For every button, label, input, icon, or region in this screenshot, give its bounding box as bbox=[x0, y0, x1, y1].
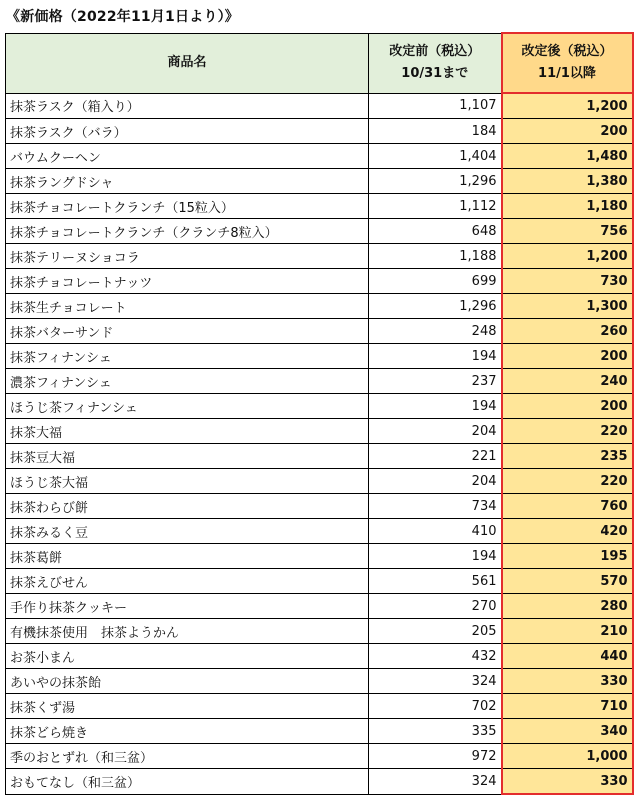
old-price-cell: 699 bbox=[369, 269, 502, 294]
new-price-cell: 1,200 bbox=[502, 244, 633, 269]
header-new-price bbox=[502, 33, 633, 93]
table-header-row bbox=[6, 33, 633, 93]
header-old-price bbox=[369, 33, 502, 93]
product-name-cell: おもてなし（和三盆） bbox=[6, 769, 369, 795]
new-price-cell: 730 bbox=[502, 269, 633, 294]
table-row bbox=[6, 419, 633, 444]
old-price-cell: 194 bbox=[369, 394, 502, 419]
table-row bbox=[6, 119, 633, 144]
new-price-cell: 210 bbox=[502, 619, 633, 644]
table-row bbox=[6, 394, 633, 419]
new-price-cell: 200 bbox=[502, 344, 633, 369]
old-price-cell: 237 bbox=[369, 369, 502, 394]
new-price-cell: 1,480 bbox=[502, 144, 633, 169]
header-new-price-period: 11/1以降 bbox=[538, 66, 596, 81]
product-name-cell: 抹茶チョコレートクランチ（15粒入） bbox=[6, 194, 369, 219]
product-name-cell: 季のおとずれ（和三盆） bbox=[6, 744, 369, 769]
product-name-cell: 抹茶大福 bbox=[6, 419, 369, 444]
product-name-cell: 抹茶生チョコレート bbox=[6, 294, 369, 319]
new-price-cell: 330 bbox=[502, 769, 633, 795]
product-name-cell: 抹茶くず湯 bbox=[6, 694, 369, 719]
old-price-cell: 410 bbox=[369, 519, 502, 544]
old-price-cell: 972 bbox=[369, 744, 502, 769]
product-name-cell: 濃茶フィナンシェ bbox=[6, 369, 369, 394]
new-price-cell: 760 bbox=[502, 494, 633, 519]
new-price-cell: 1,300 bbox=[502, 294, 633, 319]
header-old-price-period: 10/31まで bbox=[401, 66, 469, 81]
product-name-cell: 手作り抹茶クッキー bbox=[6, 594, 369, 619]
old-price-cell: 184 bbox=[369, 119, 502, 144]
old-price-cell: 335 bbox=[369, 719, 502, 744]
new-price-cell: 1,000 bbox=[502, 744, 633, 769]
product-name-cell: 抹茶フィナンシェ bbox=[6, 344, 369, 369]
table-row bbox=[6, 644, 633, 669]
old-price-cell: 561 bbox=[369, 569, 502, 594]
table-row bbox=[6, 219, 633, 244]
old-price-cell: 432 bbox=[369, 644, 502, 669]
product-name-cell: あいやの抹茶飴 bbox=[6, 669, 369, 694]
new-price-cell: 420 bbox=[502, 519, 633, 544]
old-price-cell: 194 bbox=[369, 544, 502, 569]
price-table bbox=[5, 32, 634, 795]
new-price-cell: 340 bbox=[502, 719, 633, 744]
table-row bbox=[6, 594, 633, 619]
table-body bbox=[6, 93, 633, 794]
table-row bbox=[6, 569, 633, 594]
new-price-cell: 1,180 bbox=[502, 194, 633, 219]
product-name-cell: 抹茶チョコレートナッツ bbox=[6, 269, 369, 294]
table-row bbox=[6, 144, 633, 169]
table-row bbox=[6, 544, 633, 569]
new-price-cell: 200 bbox=[502, 119, 633, 144]
header-product-name: 商品名 bbox=[6, 33, 369, 93]
product-name-cell: ほうじ茶フィナンシェ bbox=[6, 394, 369, 419]
table-row bbox=[6, 519, 633, 544]
new-price-cell: 710 bbox=[502, 694, 633, 719]
product-name-cell: 抹茶ラングドシャ bbox=[6, 169, 369, 194]
new-price-cell: 220 bbox=[502, 469, 633, 494]
old-price-cell: 1,296 bbox=[369, 294, 502, 319]
product-name-cell: 抹茶テリーヌショコラ bbox=[6, 244, 369, 269]
old-price-cell: 204 bbox=[369, 419, 502, 444]
table-row bbox=[6, 469, 633, 494]
new-price-cell: 260 bbox=[502, 319, 633, 344]
new-price-cell: 1,200 bbox=[502, 93, 633, 119]
old-price-cell: 1,188 bbox=[369, 244, 502, 269]
new-price-cell: 200 bbox=[502, 394, 633, 419]
table-row bbox=[6, 719, 633, 744]
product-name-cell: 抹茶みるく豆 bbox=[6, 519, 369, 544]
old-price-cell: 324 bbox=[369, 769, 502, 795]
product-name-cell: 抹茶えびせん bbox=[6, 569, 369, 594]
table-row bbox=[6, 244, 633, 269]
old-price-cell: 221 bbox=[369, 444, 502, 469]
product-name-cell: 抹茶豆大福 bbox=[6, 444, 369, 469]
new-price-cell: 330 bbox=[502, 669, 633, 694]
product-name-cell: 抹茶ラスク（箱入り） bbox=[6, 93, 369, 119]
new-price-cell: 280 bbox=[502, 594, 633, 619]
new-price-cell: 756 bbox=[502, 219, 633, 244]
old-price-cell: 194 bbox=[369, 344, 502, 369]
page-title: 《新価格（2022年11月1日より）》 bbox=[6, 9, 239, 25]
product-name-cell: 抹茶バターサンド bbox=[6, 319, 369, 344]
old-price-cell: 734 bbox=[369, 494, 502, 519]
product-name-cell: 抹茶ラスク（バラ） bbox=[6, 119, 369, 144]
header-new-price-label: 改定後（税込） bbox=[521, 44, 613, 59]
table-row bbox=[6, 319, 633, 344]
table-row bbox=[6, 694, 633, 719]
product-name-cell: お茶小まん bbox=[6, 644, 369, 669]
old-price-cell: 205 bbox=[369, 619, 502, 644]
old-price-cell: 1,107 bbox=[369, 93, 502, 119]
table-row bbox=[6, 619, 633, 644]
old-price-cell: 248 bbox=[369, 319, 502, 344]
table-row bbox=[6, 669, 633, 694]
new-price-cell: 440 bbox=[502, 644, 633, 669]
table-row bbox=[6, 194, 633, 219]
product-name-cell: 抹茶どら焼き bbox=[6, 719, 369, 744]
header-old-price-label: 改定前（税込） bbox=[389, 44, 481, 59]
old-price-cell: 1,404 bbox=[369, 144, 502, 169]
old-price-cell: 702 bbox=[369, 694, 502, 719]
new-price-cell: 235 bbox=[502, 444, 633, 469]
product-name-cell: 抹茶わらび餅 bbox=[6, 494, 369, 519]
old-price-cell: 1,112 bbox=[369, 194, 502, 219]
product-name-cell: バウムクーヘン bbox=[6, 144, 369, 169]
old-price-cell: 324 bbox=[369, 669, 502, 694]
table-row bbox=[6, 369, 633, 394]
new-price-cell: 220 bbox=[502, 419, 633, 444]
table-row bbox=[6, 444, 633, 469]
table-row bbox=[6, 294, 633, 319]
new-price-cell: 1,380 bbox=[502, 169, 633, 194]
new-price-cell: 570 bbox=[502, 569, 633, 594]
table-row bbox=[6, 93, 633, 119]
new-price-cell: 240 bbox=[502, 369, 633, 394]
product-name-cell: 抹茶葛餅 bbox=[6, 544, 369, 569]
product-name-cell: 有機抹茶使用 抹茶ようかん bbox=[6, 619, 369, 644]
table-row bbox=[6, 169, 633, 194]
old-price-cell: 648 bbox=[369, 219, 502, 244]
old-price-cell: 204 bbox=[369, 469, 502, 494]
product-name-cell: ほうじ茶大福 bbox=[6, 469, 369, 494]
table-row bbox=[6, 344, 633, 369]
table-row bbox=[6, 494, 633, 519]
table-row bbox=[6, 269, 633, 294]
table-row bbox=[6, 769, 633, 795]
old-price-cell: 1,296 bbox=[369, 169, 502, 194]
product-name-cell: 抹茶チョコレートクランチ（クランチ8粒入） bbox=[6, 219, 369, 244]
table-row bbox=[6, 744, 633, 769]
old-price-cell: 270 bbox=[369, 594, 502, 619]
new-price-cell: 195 bbox=[502, 544, 633, 569]
